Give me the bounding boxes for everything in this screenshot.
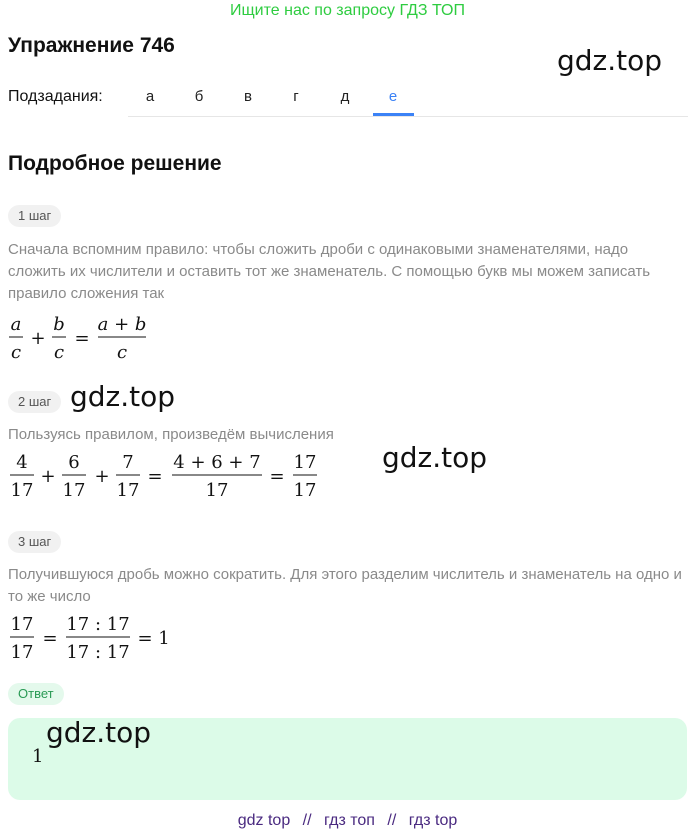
f2-n2: 6 (68, 452, 80, 473)
f1-sum-den: c (116, 342, 128, 363)
watermark-3: gdz.top (382, 441, 488, 474)
tab-a[interactable]: а (145, 88, 155, 105)
watermark: gdz.top (557, 44, 663, 77)
f3-eq2: = (137, 628, 153, 649)
f2-res-num: 17 (293, 452, 317, 473)
f2-plus2: + (94, 466, 110, 487)
answer-value: 1 (32, 746, 44, 767)
f2-eq1: = (147, 466, 163, 487)
f3-div-den: 17 : 17 (66, 642, 130, 663)
f1-den-c2: c (53, 342, 65, 363)
solution-title: Подробное решение (8, 152, 222, 175)
f1-plus: + (30, 328, 46, 349)
tab-e[interactable]: е (388, 88, 398, 105)
step-2-text: Пользуясь правилом, произведём вычисления (8, 426, 334, 443)
footer-sep-1: // (302, 812, 312, 829)
step-2-badge: 2 шаг (8, 391, 61, 413)
f3-eq1: = (42, 628, 58, 649)
f2-sum-den: 17 (205, 480, 229, 501)
f2-plus1: + (40, 466, 56, 487)
watermark-4: gdz.top (46, 716, 152, 749)
page-title: Упражнение 746 (8, 34, 175, 57)
f2-d1: 17 (10, 480, 34, 501)
answer-badge: Ответ (8, 683, 64, 705)
f2-d2: 17 (62, 480, 86, 501)
top-banner[interactable]: Ищите нас по запросу ГДЗ ТОП (230, 2, 465, 19)
subtask-tabs (128, 80, 688, 117)
f2-n3: 7 (122, 452, 134, 473)
footer-link-3[interactable]: гдз top (408, 812, 458, 829)
f3-div-num: 17 : 17 (66, 614, 130, 635)
f3-den: 17 (10, 642, 34, 663)
footer-links (0, 812, 695, 830)
active-tab-indicator (373, 113, 414, 116)
step-1-text: Сначала вспомним правило: чтобы сложить дроби с одинаковыми знаменателями, надо сложить их числители и оставить тот же знаменатель. С помощью букв мы можем записать правило сложения так (8, 241, 651, 302)
footer-link-1[interactable]: gdz top (237, 812, 291, 829)
subtasks-label: Подзадания: (8, 88, 103, 105)
f2-eq2: = (269, 466, 285, 487)
f1-num-b: b (53, 314, 65, 335)
tab-g[interactable]: г (293, 88, 299, 105)
step-3-badge: 3 шаг (8, 531, 61, 553)
f2-res-den: 17 (293, 480, 317, 501)
tab-v[interactable]: в (244, 88, 252, 105)
step-3-formula (6, 608, 186, 664)
f1-num-a: a (10, 314, 22, 335)
tab-d[interactable]: д (340, 88, 350, 105)
step-2-formula (6, 446, 336, 502)
f1-sum-num: a + b (97, 314, 147, 335)
step-1-badge: 1 шаг (8, 205, 61, 227)
f2-sum-num: 4 + 6 + 7 (173, 452, 261, 473)
f1-eq: = (74, 328, 90, 349)
step-3-text: Получившуюся дробь можно сократить. Для этого разделим числитель и знаменатель на одно и то же число (8, 566, 682, 605)
step-1-formula (6, 308, 156, 364)
footer-link-2[interactable]: гдз топ (324, 812, 375, 829)
f3-num: 17 (10, 614, 34, 635)
f3-result: 1 (158, 628, 170, 649)
tab-b[interactable]: б (194, 88, 204, 105)
f2-n1: 4 (16, 452, 28, 473)
f1-den-c1: c (10, 342, 22, 363)
footer-sep-2: // (387, 812, 397, 829)
watermark-2: gdz.top (70, 380, 176, 413)
f2-d3: 17 (116, 480, 140, 501)
